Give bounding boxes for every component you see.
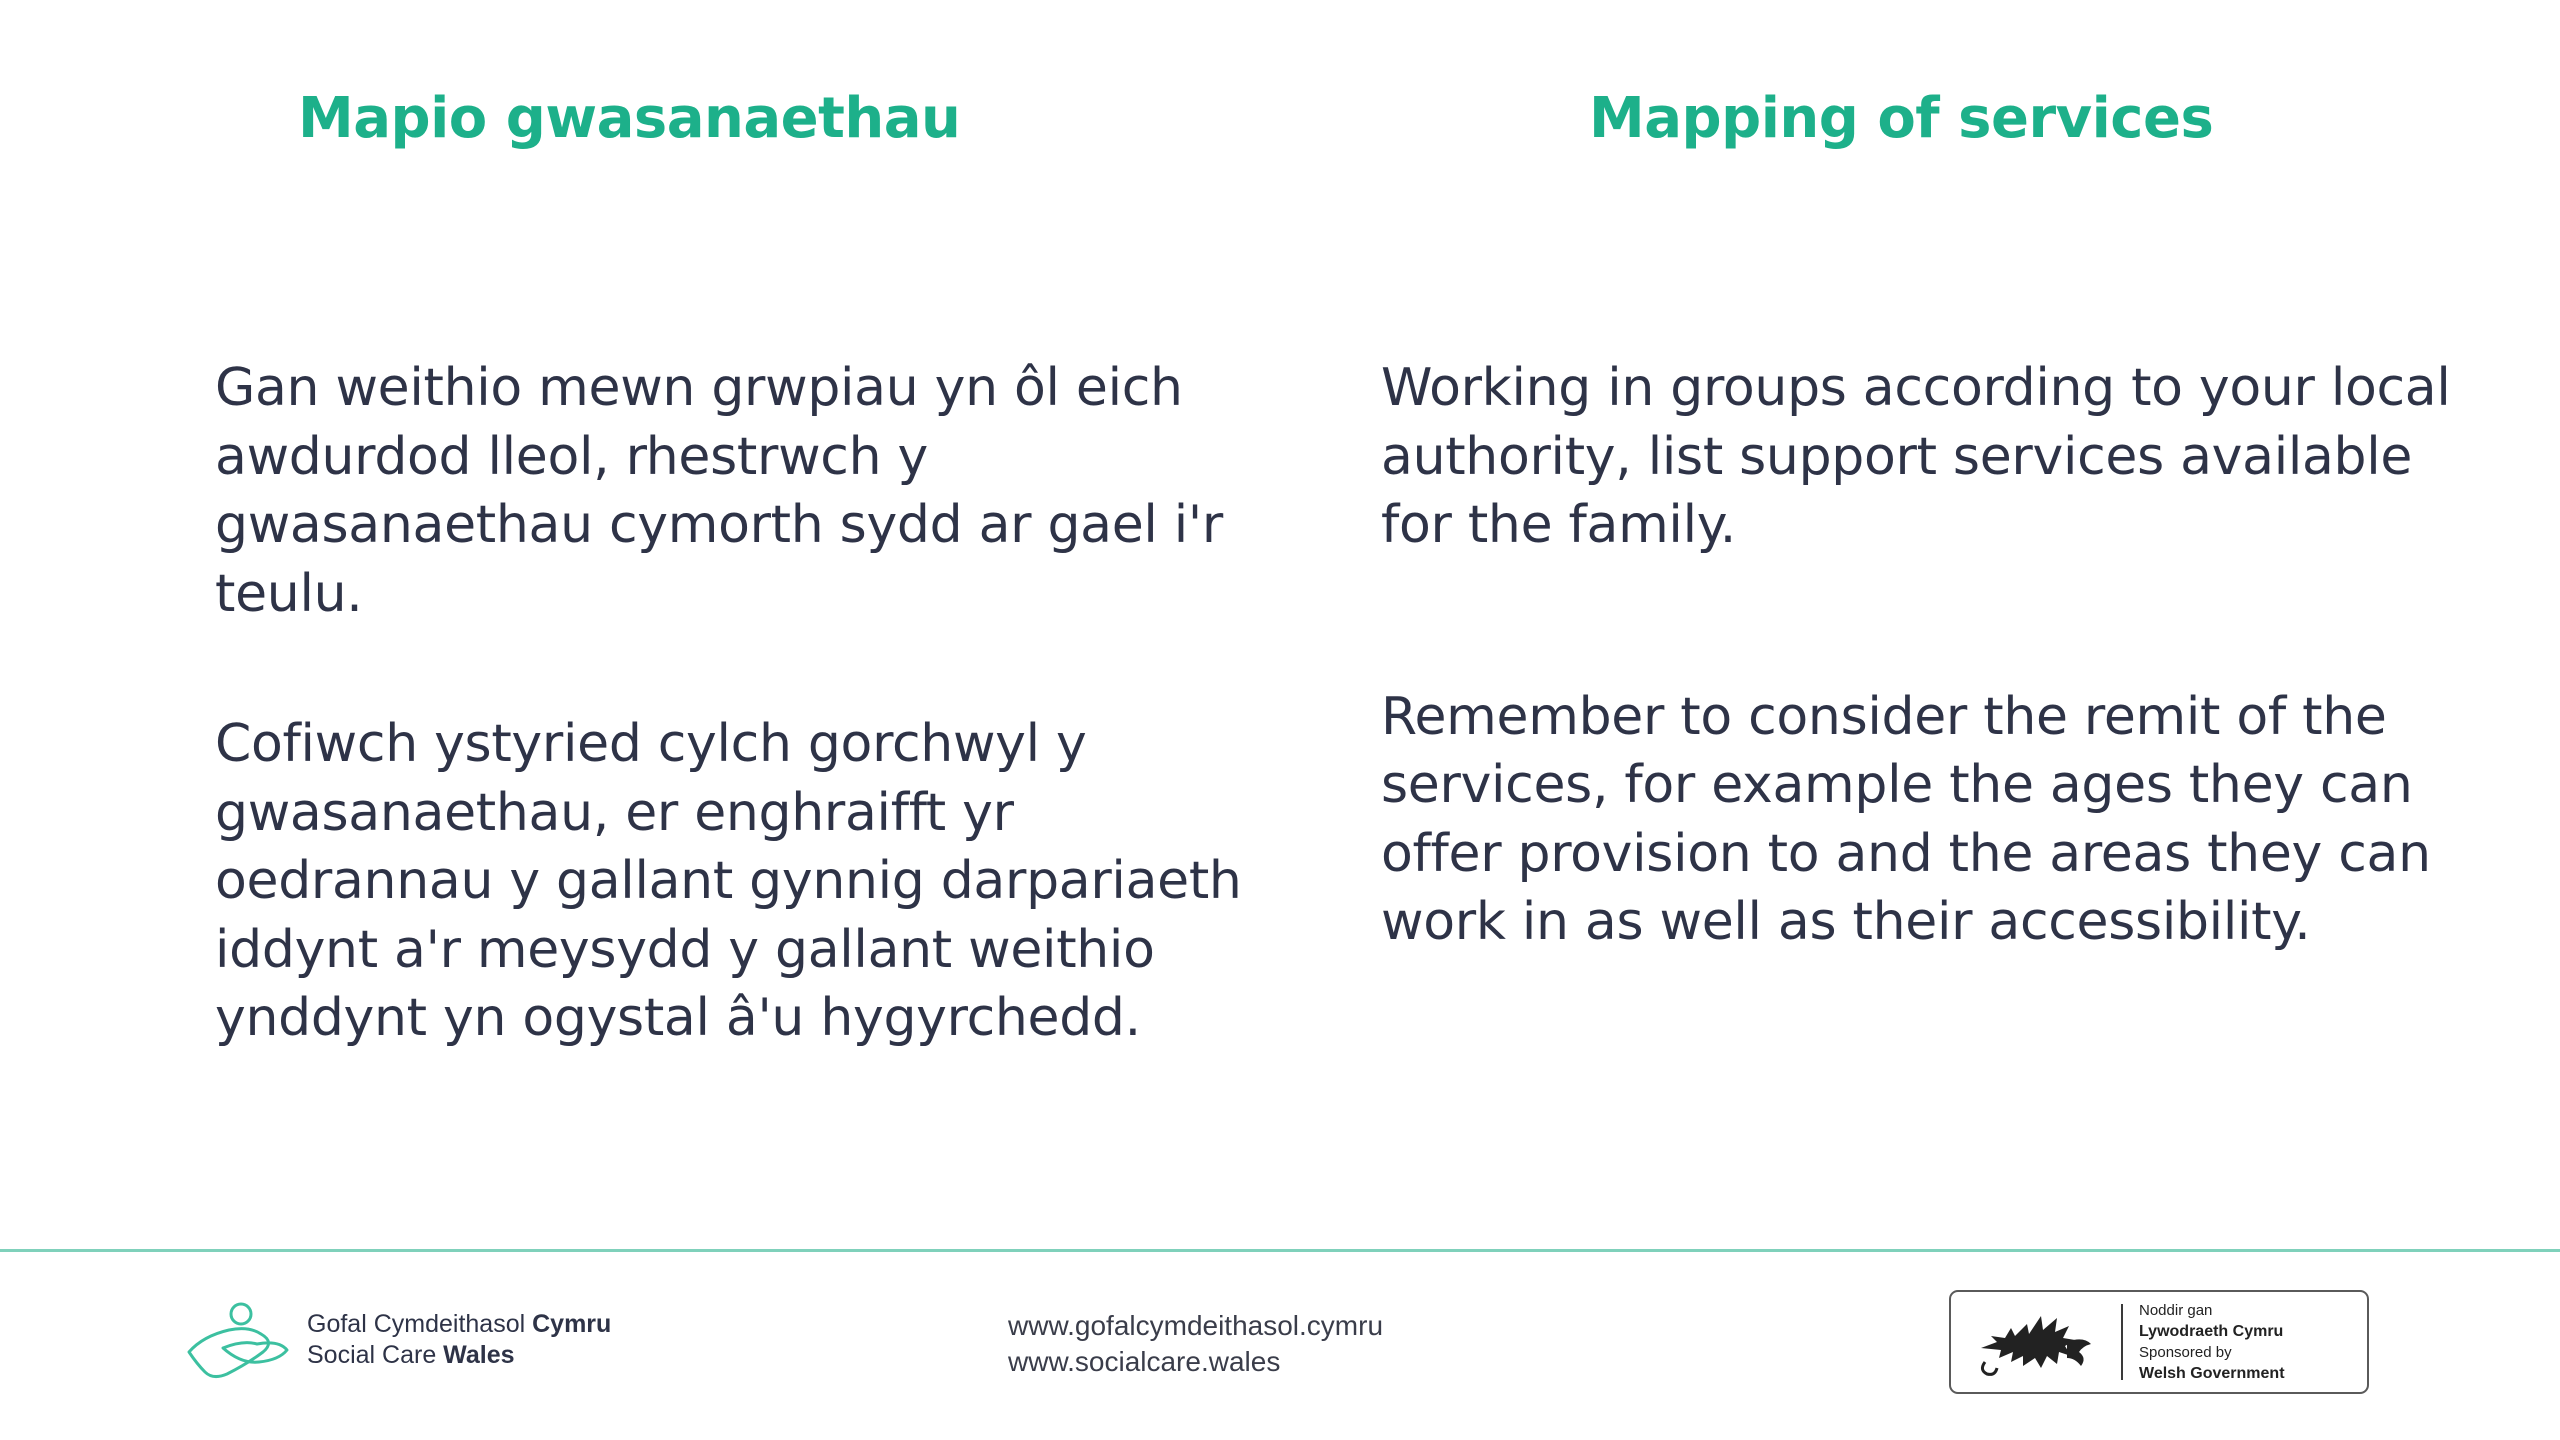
english-paragraph-2: Remember to consider the remit of the services, for example the ages they can offer provision to and the areas they can work in as well as their accessibility.: [1381, 686, 2431, 952]
welsh-column: [215, 354, 1255, 1053]
english-paragraph-1: Working in groups according to your local authority, list support services available for the family.: [1381, 358, 2451, 555]
logo-wordmark: [307, 1309, 611, 1371]
logo-welsh-regular: Gofal Cymdeithasol: [307, 1310, 533, 1338]
sponsor-line-1: Noddir gan: [2139, 1302, 2213, 1319]
footer-urls: [1008, 1308, 1383, 1380]
url-welsh[interactable]: www.gofalcymdeithasol.cymru: [1008, 1310, 1384, 1341]
url-english[interactable]: www.socialcare.wales: [1008, 1346, 1281, 1377]
logo-english-bold: Wales: [443, 1341, 515, 1369]
sponsor-line-3: Sponsored by: [2139, 1344, 2232, 1361]
footer-divider: [0, 1249, 2560, 1252]
logo-line-welsh: [307, 1309, 611, 1340]
sponsor-line-4: Welsh Government: [2139, 1365, 2285, 1382]
logo-line-english: [307, 1340, 611, 1371]
social-care-wales-logo: [183, 1295, 611, 1385]
logo-welsh-bold: Cymru: [532, 1310, 612, 1338]
logo-english-regular: Social Care: [307, 1341, 444, 1369]
heading-english: Mapping of services: [1589, 86, 2214, 151]
english-column: [1381, 354, 2491, 957]
welsh-government-sponsor-badge: [1949, 1290, 2369, 1394]
sponsor-line-2: Lywodraeth Cymru: [2139, 1323, 2284, 1340]
social-care-wales-logo-icon: [183, 1300, 293, 1380]
heading-welsh: Mapio gwasanaethau: [298, 86, 961, 151]
welsh-dragon-icon: [1951, 1292, 2121, 1392]
welsh-paragraph-1: Gan weithio mewn grwpiau yn ôl eich awdurdod lleol, rhestrwch y gwasanaethau cymorth sydd ar gael i'r teulu.: [215, 358, 1224, 624]
welsh-paragraph-2: Cofiwch ystyried cylch gorchwyl y gwasanaethau, er enghraifft yr oedrannau y gallant gynnig darpariaeth iddynt a'r meysydd y gallant weithio ynddynt yn ogystal â'u hygyrchedd.: [215, 714, 1242, 1048]
sponsor-text: [2123, 1300, 2285, 1384]
